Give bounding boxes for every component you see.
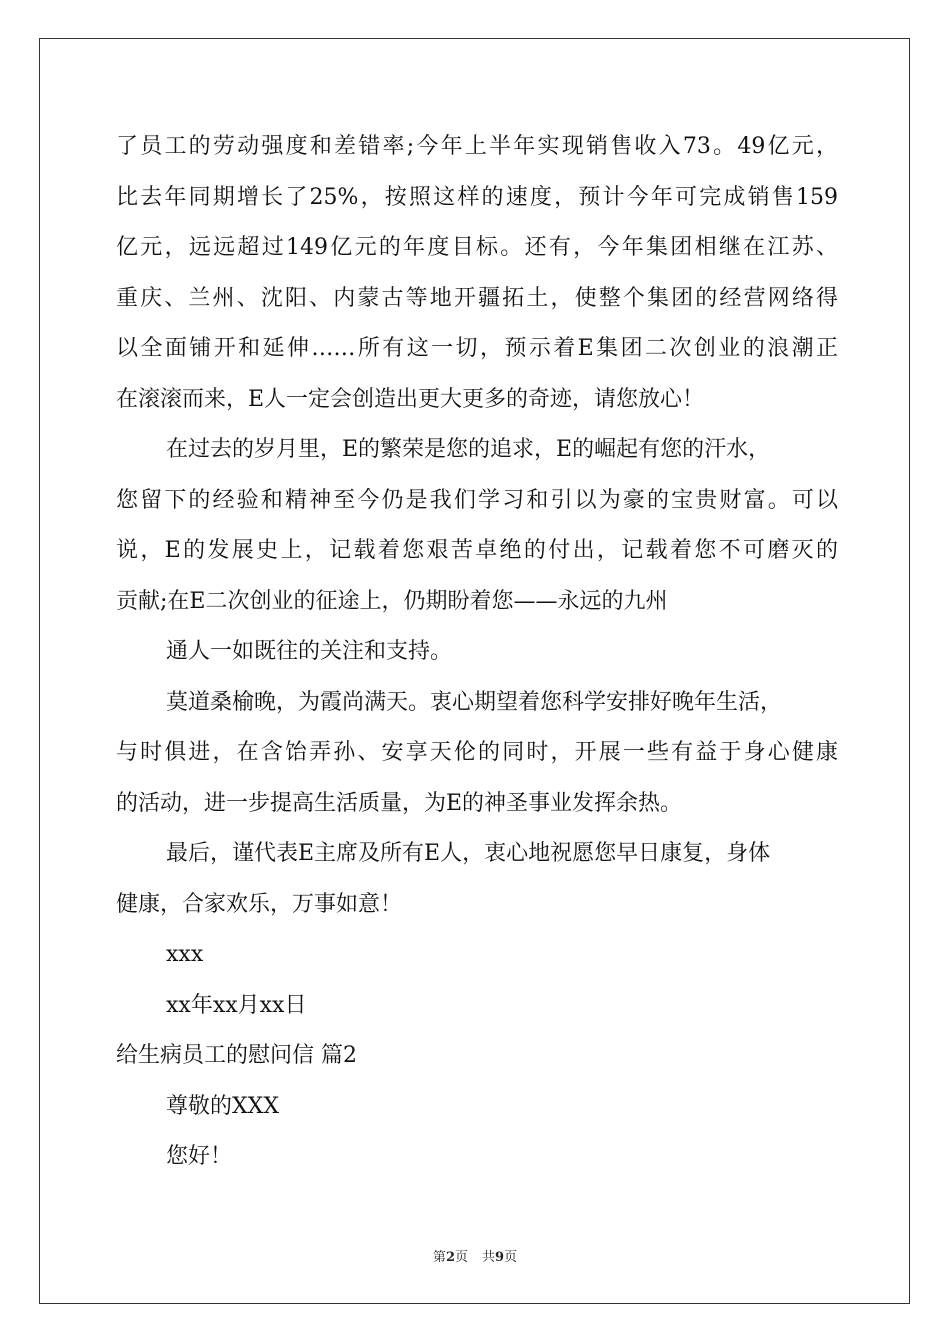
- text-line: 比去年同期增长了25%，按照这样的速度，预计今年可完成销售159: [116, 184, 838, 210]
- text-line: 的活动，进一步提高生活质量，为E的神圣事业发挥余热。: [116, 790, 683, 816]
- letter-body: [116, 122, 838, 1183]
- text-line: 与时俱进，在含饴弄孙、安享天伦的同时，开展一些有益于身心健康: [116, 740, 838, 765]
- signature-name: xxx: [166, 942, 204, 967]
- text-line: 亿元，远远超过149亿元的年度目标。还有，今年集团相继在江苏、: [116, 235, 838, 260]
- page-footer: [0, 1246, 950, 1265]
- total-pages: 9: [495, 1250, 505, 1265]
- text-line: 了员工的劳动强度和差错率;今年上半年实现销售收入73。49亿元，: [116, 134, 838, 159]
- signature-date: xx年xx月xx日: [166, 992, 307, 1018]
- text-line: 莫道桑榆晚，为霞尚满天。衷心期望着您科学安排好晚年生活，: [166, 689, 783, 715]
- total-prefix: 共: [482, 1250, 496, 1265]
- section-heading: 给生病员工的慰问信 篇2: [116, 1043, 357, 1068]
- total-suffix: 页: [504, 1250, 518, 1265]
- page-suffix: 页: [454, 1250, 468, 1265]
- text-line: 重庆、兰州、沈阳、内蒙古等地开疆拓土，使整个集团的经营网络得: [116, 285, 838, 311]
- text-line: 说，E的发展史上，记载着您艰苦卓绝的付出，记载着您不可磨灭的: [116, 538, 838, 563]
- text-line: 以全面铺开和延伸……所有这一切，预示着E集团二次创业的浪潮正: [116, 336, 838, 361]
- greeting: 您好！: [166, 1144, 233, 1169]
- text-line: 在过去的岁月里，E的繁荣是您的追求，E的崛起有您的汗水，: [166, 437, 771, 462]
- text-line: 贡献;在E二次创业的征途上，仍期盼着您——永远的九州: [116, 588, 668, 614]
- salutation: 尊敬的XXX: [166, 1093, 279, 1119]
- page-prefix: 第: [432, 1250, 446, 1265]
- page-number: 2: [445, 1250, 455, 1265]
- text-line: 您留下的经验和精神至今仍是我们学习和引以为豪的宝贵财富。可以: [116, 487, 838, 513]
- text-line: 健康，合家欢乐，万事如意！: [116, 891, 403, 917]
- text-line: 通人一如既往的关注和支持。: [166, 639, 453, 664]
- text-line: 最后，谨代表E主席及所有E人，衷心地祝愿您早日康复，身体: [166, 841, 771, 866]
- text-line: 在滚滚而来，E人一定会创造出更大更多的奇迹，请您放心！: [116, 386, 705, 412]
